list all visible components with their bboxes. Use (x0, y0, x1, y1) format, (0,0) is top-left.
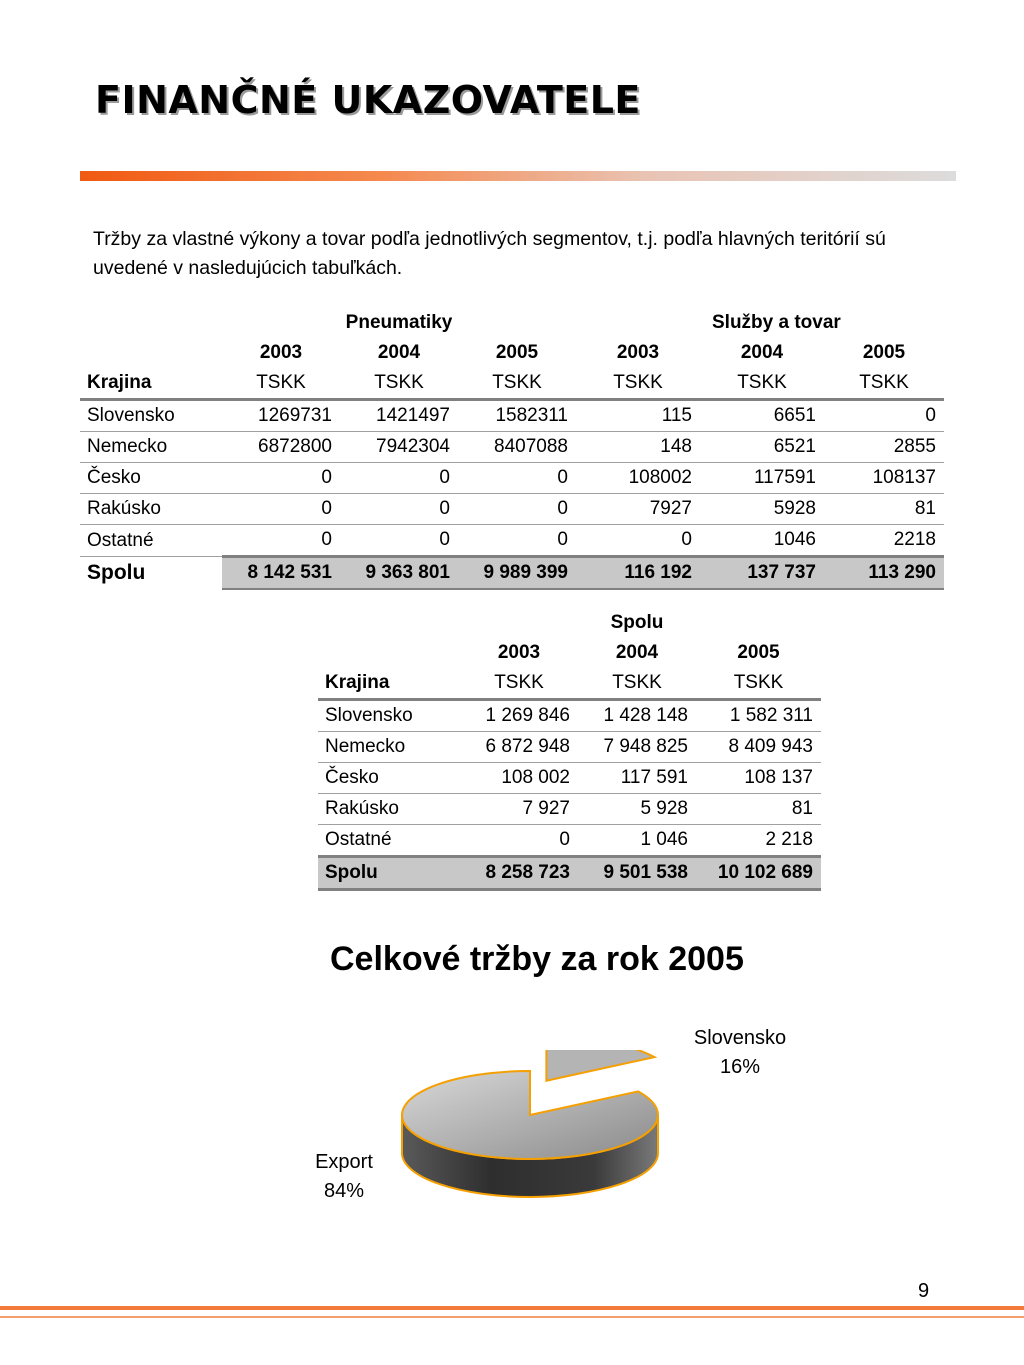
value-cell: 0 (222, 494, 340, 525)
total-label: Spolu (80, 557, 222, 590)
value-cell: 0 (340, 525, 458, 557)
title-underline (80, 171, 956, 181)
footer-rule-thin (0, 1316, 1024, 1318)
country-cell: Česko (80, 463, 222, 494)
value-cell: 108 002 (460, 763, 578, 794)
unit-header: TSKK (492, 372, 542, 393)
table-row (318, 763, 821, 794)
pie-label-name: Slovensko (693, 1027, 787, 1049)
country-cell: Rakúsko (80, 494, 222, 525)
year-header: 2003 (259, 342, 303, 363)
unit-header: TSKK (733, 672, 784, 693)
pie-label-slovensko (672, 1024, 808, 1082)
segment-sales-table (80, 308, 944, 590)
total-sales-table (318, 608, 821, 891)
value-cell: 0 (222, 463, 340, 494)
value-cell: 0 (460, 825, 578, 857)
country-cell: Ostatné (80, 525, 222, 557)
value-cell: 0 (576, 525, 700, 557)
value-cell: 5 928 (578, 794, 696, 825)
table-row (80, 432, 944, 463)
table-row (318, 825, 821, 857)
value-cell: 2218 (824, 525, 944, 557)
intro-paragraph: Tržby za vlastné výkony a tovar podľa jednotlivých segmentov, t.j. podľa hlavných teritórií sú uvedené v nasledujúcich tabuľkách. (93, 228, 886, 279)
value-cell: 115 (576, 400, 700, 432)
value-cell: 1 046 (578, 825, 696, 857)
group-header-row (318, 608, 821, 638)
total-row (318, 857, 821, 890)
table-row (80, 525, 944, 557)
value-cell: 81 (696, 794, 821, 825)
country-cell: Nemecko (318, 732, 460, 763)
country-cell: Rakúsko (318, 794, 460, 825)
table-row (80, 494, 944, 525)
table-row (80, 400, 944, 432)
pie-label-name: Export (315, 1151, 373, 1173)
value-cell: 108137 (824, 463, 944, 494)
group-header-spolu: Spolu (610, 612, 664, 633)
total-cell: 10 102 689 (696, 857, 821, 890)
country-cell: Ostatné (318, 825, 460, 857)
unit-header: TSKK (374, 372, 424, 393)
value-cell: 148 (576, 432, 700, 463)
value-cell: 0 (340, 494, 458, 525)
year-header: 2005 (495, 342, 539, 363)
group-header-pneumatiky: Pneumatiky (345, 312, 453, 333)
value-cell: 0 (458, 494, 576, 525)
pie-slice-slovensko (546, 1050, 654, 1081)
pie-label-value: 16% (719, 1056, 761, 1078)
value-cell: 7 927 (460, 794, 578, 825)
page-number: 9 (918, 1280, 930, 1302)
value-cell: 7927 (576, 494, 700, 525)
value-cell: 1421497 (340, 400, 458, 432)
page-title: FINANČNÉ UKAZOVATELE (95, 78, 641, 122)
total-cell: 9 501 538 (578, 857, 696, 890)
value-cell: 5928 (700, 494, 824, 525)
value-cell: 6521 (700, 432, 824, 463)
year-header: 2004 (740, 342, 784, 363)
value-cell: 108002 (576, 463, 700, 494)
unit-header-row (80, 368, 944, 400)
group-header-row (80, 308, 944, 338)
unit-header: TSKK (613, 372, 663, 393)
total-cell: 9 363 801 (340, 557, 458, 590)
unit-header: TSKK (612, 672, 662, 693)
year-header: 2004 (615, 642, 659, 663)
pie-slice-export (402, 1071, 658, 1159)
chart-title: Celkové tržby za rok 2005 (330, 940, 744, 978)
country-cell: Česko (318, 763, 460, 794)
year-header: 2003 (497, 642, 541, 663)
table-row (318, 700, 821, 732)
value-cell: 1046 (700, 525, 824, 557)
value-cell: 7942304 (340, 432, 458, 463)
total-cell: 8 258 723 (460, 857, 578, 890)
year-header: 2004 (377, 342, 421, 363)
country-cell: Nemecko (80, 432, 222, 463)
pie-label-export (296, 1148, 392, 1206)
row-header-label: Krajina (87, 372, 152, 393)
total-cell: 9 989 399 (458, 557, 576, 590)
value-cell: 0 (458, 525, 576, 557)
value-cell: 117 591 (578, 763, 696, 794)
row-header-label: Krajina (325, 672, 390, 693)
year-header-row (80, 338, 944, 368)
value-cell: 1 582 311 (696, 700, 821, 732)
unit-header: TSKK (256, 372, 306, 393)
country-cell: Slovensko (80, 400, 222, 432)
year-header-row (318, 638, 821, 668)
total-label: Spolu (318, 857, 460, 890)
value-cell: 6872800 (222, 432, 340, 463)
total-cell: 8 142 531 (222, 557, 340, 590)
pie-chart (380, 1050, 720, 1210)
value-cell: 117591 (700, 463, 824, 494)
unit-header-row (318, 668, 821, 700)
value-cell: 0 (340, 463, 458, 494)
pie-label-value: 84% (323, 1180, 365, 1202)
year-header: 2003 (616, 342, 660, 363)
value-cell: 8 409 943 (696, 732, 821, 763)
total-cell: 113 290 (824, 557, 944, 590)
unit-header: TSKK (859, 372, 909, 393)
country-cell: Slovensko (318, 700, 460, 732)
value-cell: 1 428 148 (578, 700, 696, 732)
value-cell: 7 948 825 (578, 732, 696, 763)
value-cell: 1269731 (222, 400, 340, 432)
value-cell: 8407088 (458, 432, 576, 463)
value-cell: 2855 (824, 432, 944, 463)
table-row (318, 794, 821, 825)
year-header: 2005 (862, 342, 906, 363)
total-cell: 116 192 (576, 557, 700, 590)
value-cell: 0 (824, 400, 944, 432)
value-cell: 6651 (700, 400, 824, 432)
value-cell: 6 872 948 (460, 732, 578, 763)
value-cell: 1 269 846 (460, 700, 578, 732)
group-header-sluzby: Služby a tovar (712, 312, 841, 333)
value-cell: 0 (222, 525, 340, 557)
table-row (318, 732, 821, 763)
footer-rule (0, 1306, 1024, 1310)
total-row (80, 557, 944, 590)
value-cell: 1582311 (458, 400, 576, 432)
value-cell: 108 137 (696, 763, 821, 794)
year-header: 2005 (737, 642, 780, 663)
total-cell: 137 737 (700, 557, 824, 590)
table-row (80, 463, 944, 494)
value-cell: 2 218 (696, 825, 821, 857)
value-cell: 81 (824, 494, 944, 525)
unit-header: TSKK (737, 372, 787, 393)
unit-header: TSKK (494, 672, 544, 693)
value-cell: 0 (458, 463, 576, 494)
